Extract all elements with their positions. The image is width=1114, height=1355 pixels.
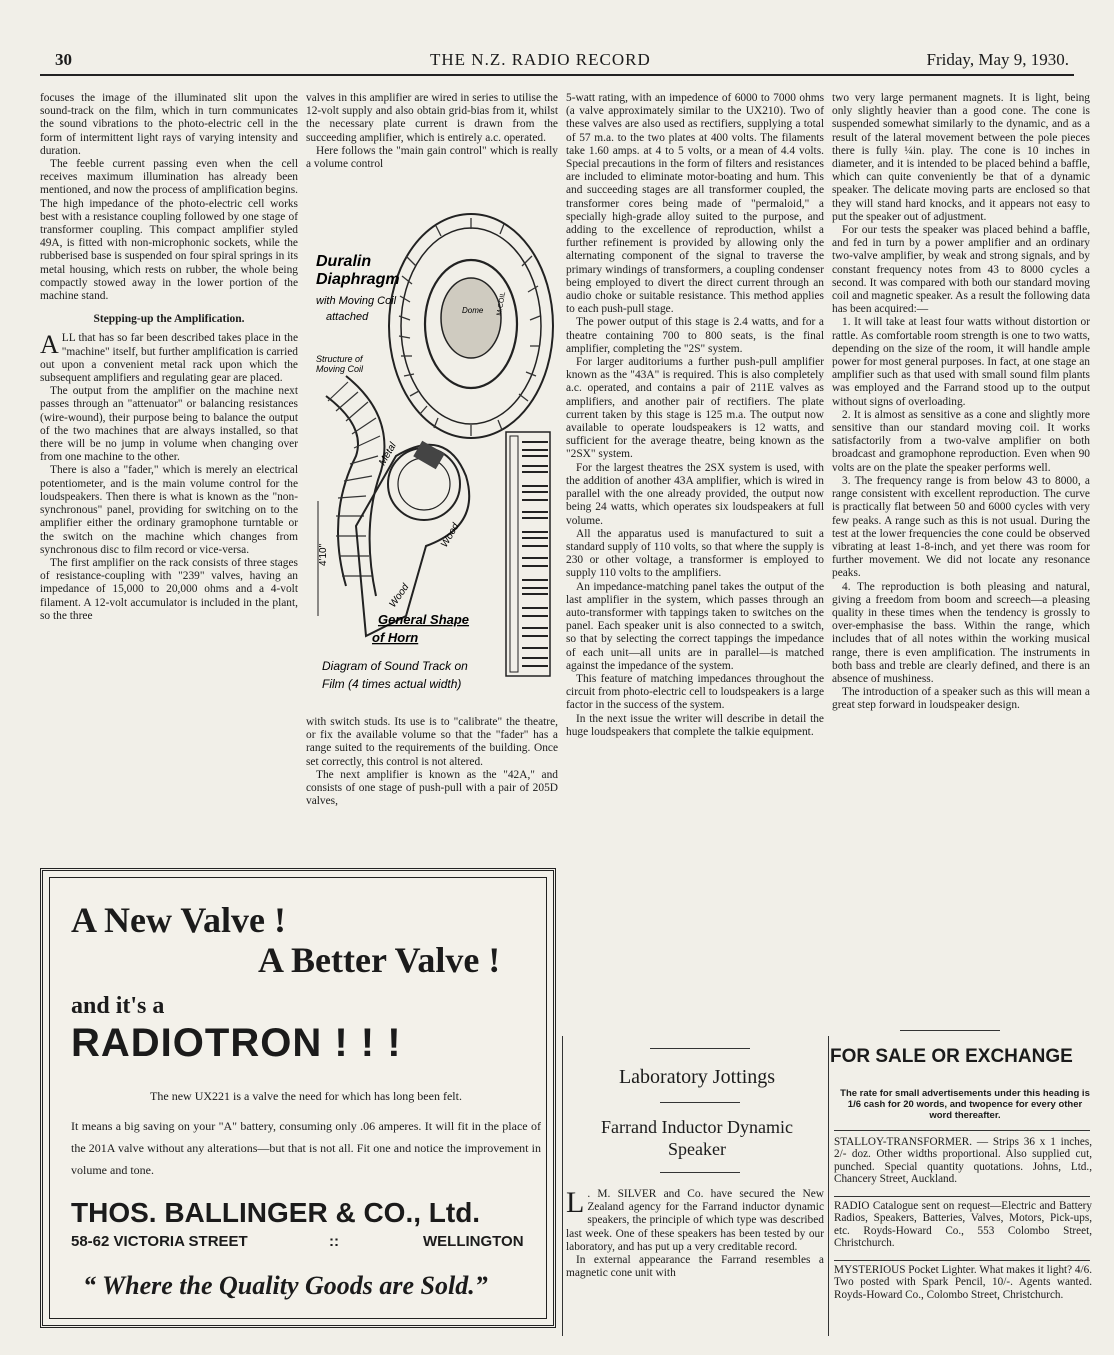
article-column-2-top bbox=[306, 92, 558, 171]
wood-label-1: Wood bbox=[439, 521, 462, 550]
ad-city: WELLINGTON bbox=[423, 1233, 524, 1250]
paragraph: In the next issue the writer will describe in detail the huge loudspeakers that complete the talkie equipment. bbox=[566, 712, 824, 738]
moving-coil-label: with Moving Coil bbox=[316, 295, 397, 307]
ad-headline-1: A New Valve ! bbox=[71, 900, 286, 940]
article-column-4 bbox=[832, 92, 1090, 713]
ad-body-line-1: The new UX221 is a valve the need for which has long been felt. bbox=[150, 1089, 462, 1103]
paragraph: LL that has so far been described takes place in the "machine" itself, but further amplification is carried out upon a convenient metal rack upon which the subsequent amplifiers and regulating gear are placed. bbox=[40, 332, 298, 385]
ad-street: 58-62 VICTORIA STREET bbox=[71, 1233, 248, 1250]
lab-subheading bbox=[566, 1116, 828, 1160]
paragraph: An impedance-matching panel takes the output of the last amplifier in the system, which passes through an auto-transformer with tappings taken to switches on the panel. Each speaker unit is also connected to a switch, so that by selecting the correct tappings the impedance of each unit—all units are in parallel—is matched against the impedance of the system. bbox=[566, 580, 824, 672]
wood-label-2: Wood bbox=[387, 582, 412, 610]
paragraph: two very large permanent magnets. It is light, being only slightly heavier than a good cone. The cone is suspended somewhat similarly to the dynamic, and as a result of the lateral movement between the pole pieces there is fully ¼in. play. The cone is 10 inches in diameter, and it is intended to be placed behind a baffle, which can quite conveniently be that of a dynamic speaker. The delicate moving parts are enclosed so that they will stand hard knocks, and it appears not easy to put the speaker out of adjustment. bbox=[832, 92, 1090, 223]
ad-separator: :: bbox=[329, 1233, 339, 1250]
classifieds-title: FOR SALE OR EXCHANGE bbox=[830, 1046, 1073, 1067]
paragraph: The power output of this stage is 2.4 watts, and for a theatre containing 700 to 800 seats, is the final amplifier, completing the "2S" system. bbox=[566, 316, 824, 355]
paragraph: focuses the image of the illuminated slit upon the sound-track on the film, which in turn communicates the sound vibrations to the photo-electric cell in the form of intermittent light rays of varying intensity and duration. bbox=[40, 92, 298, 157]
lab-article bbox=[566, 1188, 824, 1280]
page-header bbox=[55, 48, 1069, 72]
paragraph: 3. The frequency range is from below 43 to 8000, a range consistent with excellent reproduction. The curve is practically flat between 50 and 6000 cycles with very few peaks. A range such as this is not usual. During the test at the lower frequencies the cone could be observed vibrating at least 1-8-inch, and yet there was room for further movement. We did not locate any resonance peaks. bbox=[832, 474, 1090, 580]
horn-label: of Horn bbox=[372, 630, 419, 645]
sound-track-caption: Diagram of Sound Track on bbox=[322, 659, 468, 673]
ad-brand: RADIOTRON ! ! ! bbox=[71, 1021, 402, 1065]
paragraph: This feature of matching impedances throughout the circuit from photo-electric cell to loudspeakers is a large factor in the success of the system. bbox=[566, 672, 824, 712]
header-rule bbox=[40, 74, 1074, 76]
column-rule bbox=[828, 1036, 829, 1336]
paragraph: For our tests the speaker was placed behind a baffle, and fed in turn by a power amplifier and an ordinary two-valve amplifier, by weak and strong signals, and by constant frequency notes from 43 to 8000 cycles a second. It was compared with both our standard moving coil and magnetic speaker. As a result the following data has been acquired:— bbox=[832, 224, 1090, 316]
article-column-2-bottom bbox=[306, 716, 558, 808]
paragraph: The feeble current passing even when the cell receives maximum illumination has already been mentioned, and now the process of amplification begins. The high impedance of the photo-electric cell works best with a resistance coupling followed by one stage of transformer coupling. This compact amplifier styled 49A, is fitted with non-microphonic sockets, while the rubberised base is suspended on four spiral springs in its metal housing, which rests on rubber, the whole being compactly stowed away in the lower portion of the machine stand. bbox=[40, 158, 298, 303]
structure-label: Structure of bbox=[316, 354, 363, 364]
radiotron-advertisement bbox=[40, 868, 556, 1328]
ad-headline-2: A Better Valve ! bbox=[258, 940, 501, 980]
paragraph: The first amplifier on the rack consists of three stages of resistance-coupling with "239" valves, having an impedance of 15,000 to 20,000 ohms and a 4-volt filament. A 12-volt accumulator is included in the plant, so the three bbox=[40, 556, 298, 622]
paragraph: The introduction of a speaker such as this will mean a great step forward in loudspeaker design. bbox=[832, 686, 1090, 712]
paragraph: In external appearance the Farrand resembles a magnetic cone unit with bbox=[566, 1254, 824, 1280]
lab-subheading-line-1: Farrand Inductor Dynamic bbox=[601, 1117, 793, 1137]
structure-label-2: Moving Coil bbox=[316, 364, 364, 374]
paragraph: All the apparatus used is manufactured to suit a standard supply of 110 volts, so that where the supply is 230 or other voltage, a transformer is employed to supply 110 volts to the amplifiers. bbox=[566, 527, 824, 580]
divider bbox=[660, 1102, 740, 1103]
divider bbox=[834, 1130, 1090, 1131]
article-column-3 bbox=[566, 92, 824, 739]
film-caption: Film (4 times actual width) bbox=[322, 677, 462, 691]
paragraph: The next amplifier is known as the "42A," and consists of one stage of push-pull with a pair of 205D valves, bbox=[306, 768, 558, 808]
divider bbox=[834, 1196, 1090, 1197]
divider bbox=[900, 1030, 1000, 1031]
ad-body bbox=[71, 1085, 541, 1181]
ad-body-line-2: It means a big saving on your "A" battery, consuming only .06 amperes. It will fit in the place of the 201A valve without any alterations—but that is not all. Fit one and notice the improvement in volume and tone. bbox=[71, 1119, 541, 1177]
column-rule bbox=[562, 1036, 563, 1336]
paragraph: with switch studs. Its use is to "calibrate" the theatre, or fix the available volume so that the "fader" has a range suited to the requirements of the building. Once set correctly, this control is not altered. bbox=[306, 716, 558, 768]
paragraph: For larger auditoriums a further push-pull amplifier known as the "43A" is required. This is also completely a.c. operated, and contains a pair of 211E valves as amplifiers, and another pair of rectifiers. The plate current taken by this stage is 125 m.a. The output now available to operate loudspeakers is 12 watts, and sufficient for the average theatre, being known as the "2SX" system. bbox=[566, 356, 824, 461]
paragraph: 2. It is almost as sensitive as a cone and slightly more sensitive than our standard moving coil. It works satisfactorily from a two-valve amplifier on both broadcast and gramophone reproduction. Even when 90 volts are on the plate the speaker performs well. bbox=[832, 408, 1090, 474]
paragraph: Here follows the "main gain control" which is really a volume control bbox=[306, 144, 558, 171]
section-subheading: Stepping-up the Amplification. bbox=[93, 313, 245, 326]
divider bbox=[660, 1172, 740, 1173]
classified-ad: MYSTERIOUS Pocket Lighter. What makes it light? 4/6. Two posted with Spark Pencil, 10/-. Agents wanted. Royds-Howard Co., Colombo Street, Christchurch. bbox=[834, 1264, 1093, 1301]
paragraph: For the largest theatres the 2SX system is used, with the addition of another 43A amplifier, which is wired in parallel with the one already provided, the output now being 24 watts, which operates six loudspeakers at full volume. bbox=[566, 461, 824, 527]
paragraph: The output from the amplifier on the machine next passes through an "attenuator" or balancing resistances (wire-wound), their purpose being to balance the output of the two machines that are always installed, so that there will be no jump in volume when changing over from one machine to the other. bbox=[40, 385, 298, 464]
dome-label: Dome bbox=[462, 306, 484, 315]
classified-ad: STALLOY-TRANSFORMER. — Strips 36 x 1 inches, 2/- doz. Other widths proportional. Also supplied cut, punched. Special quantity quotations. Johns, Ltd., Chancery Street, Auckland. bbox=[834, 1136, 1092, 1186]
attached-label: attached bbox=[326, 311, 369, 323]
lab-heading: Laboratory Jottings bbox=[618, 1066, 776, 1088]
height-label: 4'10" bbox=[318, 543, 329, 566]
mcoil-label: M.COIL bbox=[496, 291, 508, 317]
paragraph: 1. It will take at least four watts without distortion or rattle. As comfortable room strength is one to two watts, depending on the size of the room, it will handle ample power for most general purposes. In fact, at one stage an amplifier such as that used with small sound film plants was employed and the Farrand stood up to the output without signs of overloading. bbox=[832, 316, 1090, 408]
paragraph: 5-watt rating, with an impedence of 6000 to 7000 ohms (a valve approximately similar to the UX210). Two of these valves are also used as rectifiers, supplying a total of 57 m.a. to the two plates at 400 volts. The filaments take 1.60 amps. at 4 to 5 volts, or a mean of 4.4 volts. Special precautions in the form of filters and resistances are included to eliminate motor-boating and hum. This and succeeding stages are all transformer coupled, the transformer cores being made of "permaloid," a specially high-grade alloy suited to the purpose, and adding to the excellence of reproduction, whilst a further refinement is provided by allowing only the alternating component of the signal to traverse the primary windings of transformers, a coupling condenser being employed to divert the direct current through an audio choke or suitable resistance. This method applies to each push-pull stage. bbox=[566, 92, 824, 316]
ad-slogan: “ Where the Quality Goods are Sold.” bbox=[83, 1271, 488, 1300]
diaphragm-label: Diaphragm bbox=[316, 271, 400, 288]
paragraph: valves in this amplifier are wired in series to utilise the 12-volt supply and also obtain grid-bias from it, whilst the necessary plate current is drawn from the succeeding amplifier, which is entirely a.c. operated. bbox=[306, 92, 558, 144]
metal-label: Metal bbox=[377, 440, 399, 468]
paragraph: There is also a "fader," which is merely an electrical potentiometer, and is the main volume control for the loudspeakers. Then there is what is known as the "non-synchronous" panel, providing for switching on to the amplifier either the ordinary gramophone turntable or the switch on the machine which changes from synchronous disc to film record or vice-versa. bbox=[40, 464, 298, 556]
paragraph: . M. SILVER and Co. have secured the New Zealand agency for the Farrand inductor dynamic speakers, the principle of which type was described last week. One of these speakers has been tested by our laboratory, and has put up a very creditable record. bbox=[566, 1188, 824, 1253]
divider bbox=[834, 1260, 1090, 1261]
page-number: 30 bbox=[55, 50, 72, 69]
drop-cap: L bbox=[566, 1186, 585, 1219]
publication-title: THE N.Z. RADIO RECORD bbox=[430, 50, 651, 69]
ad-headline-3: and it's a bbox=[71, 993, 165, 1019]
general-shape-label: General Shape bbox=[378, 612, 470, 627]
lab-subheading-line-2: Speaker bbox=[668, 1139, 726, 1159]
loudspeaker-diagram bbox=[306, 196, 560, 712]
paragraph: 4. The reproduction is both pleasing and natural, giving a freedom from boom and screech—a pleasing quality in these times when the tendency is grossly to over-emphasise the bass. Within the range, which includes that of all notes within the working musical range, there is even amplification. The instruments in both bass and treble are clearly defined, and there is an absence of mushiness. bbox=[832, 580, 1090, 685]
divider bbox=[650, 1048, 750, 1049]
classified-ad: RADIO Catalogue sent on request—Electric and Battery Radios, Speakers, Batteries, Valves, Motors, Pick-ups, etc. Royds-Howard Co., 553 Colombo Street, Christchurch. bbox=[834, 1200, 1092, 1250]
article-column-1 bbox=[40, 92, 298, 623]
issue-date: Friday, May 9, 1930. bbox=[926, 50, 1069, 69]
classifieds-rate-note: The rate for small advertisements under this heading is 1/6 cash for 20 words, and twopence for every other word thereafter. bbox=[840, 1088, 1090, 1121]
ad-company: THOS. BALLINGER & CO., Ltd. bbox=[71, 1197, 481, 1228]
duralin-label: Duralin bbox=[316, 253, 372, 270]
drop-cap: A bbox=[40, 330, 59, 360]
